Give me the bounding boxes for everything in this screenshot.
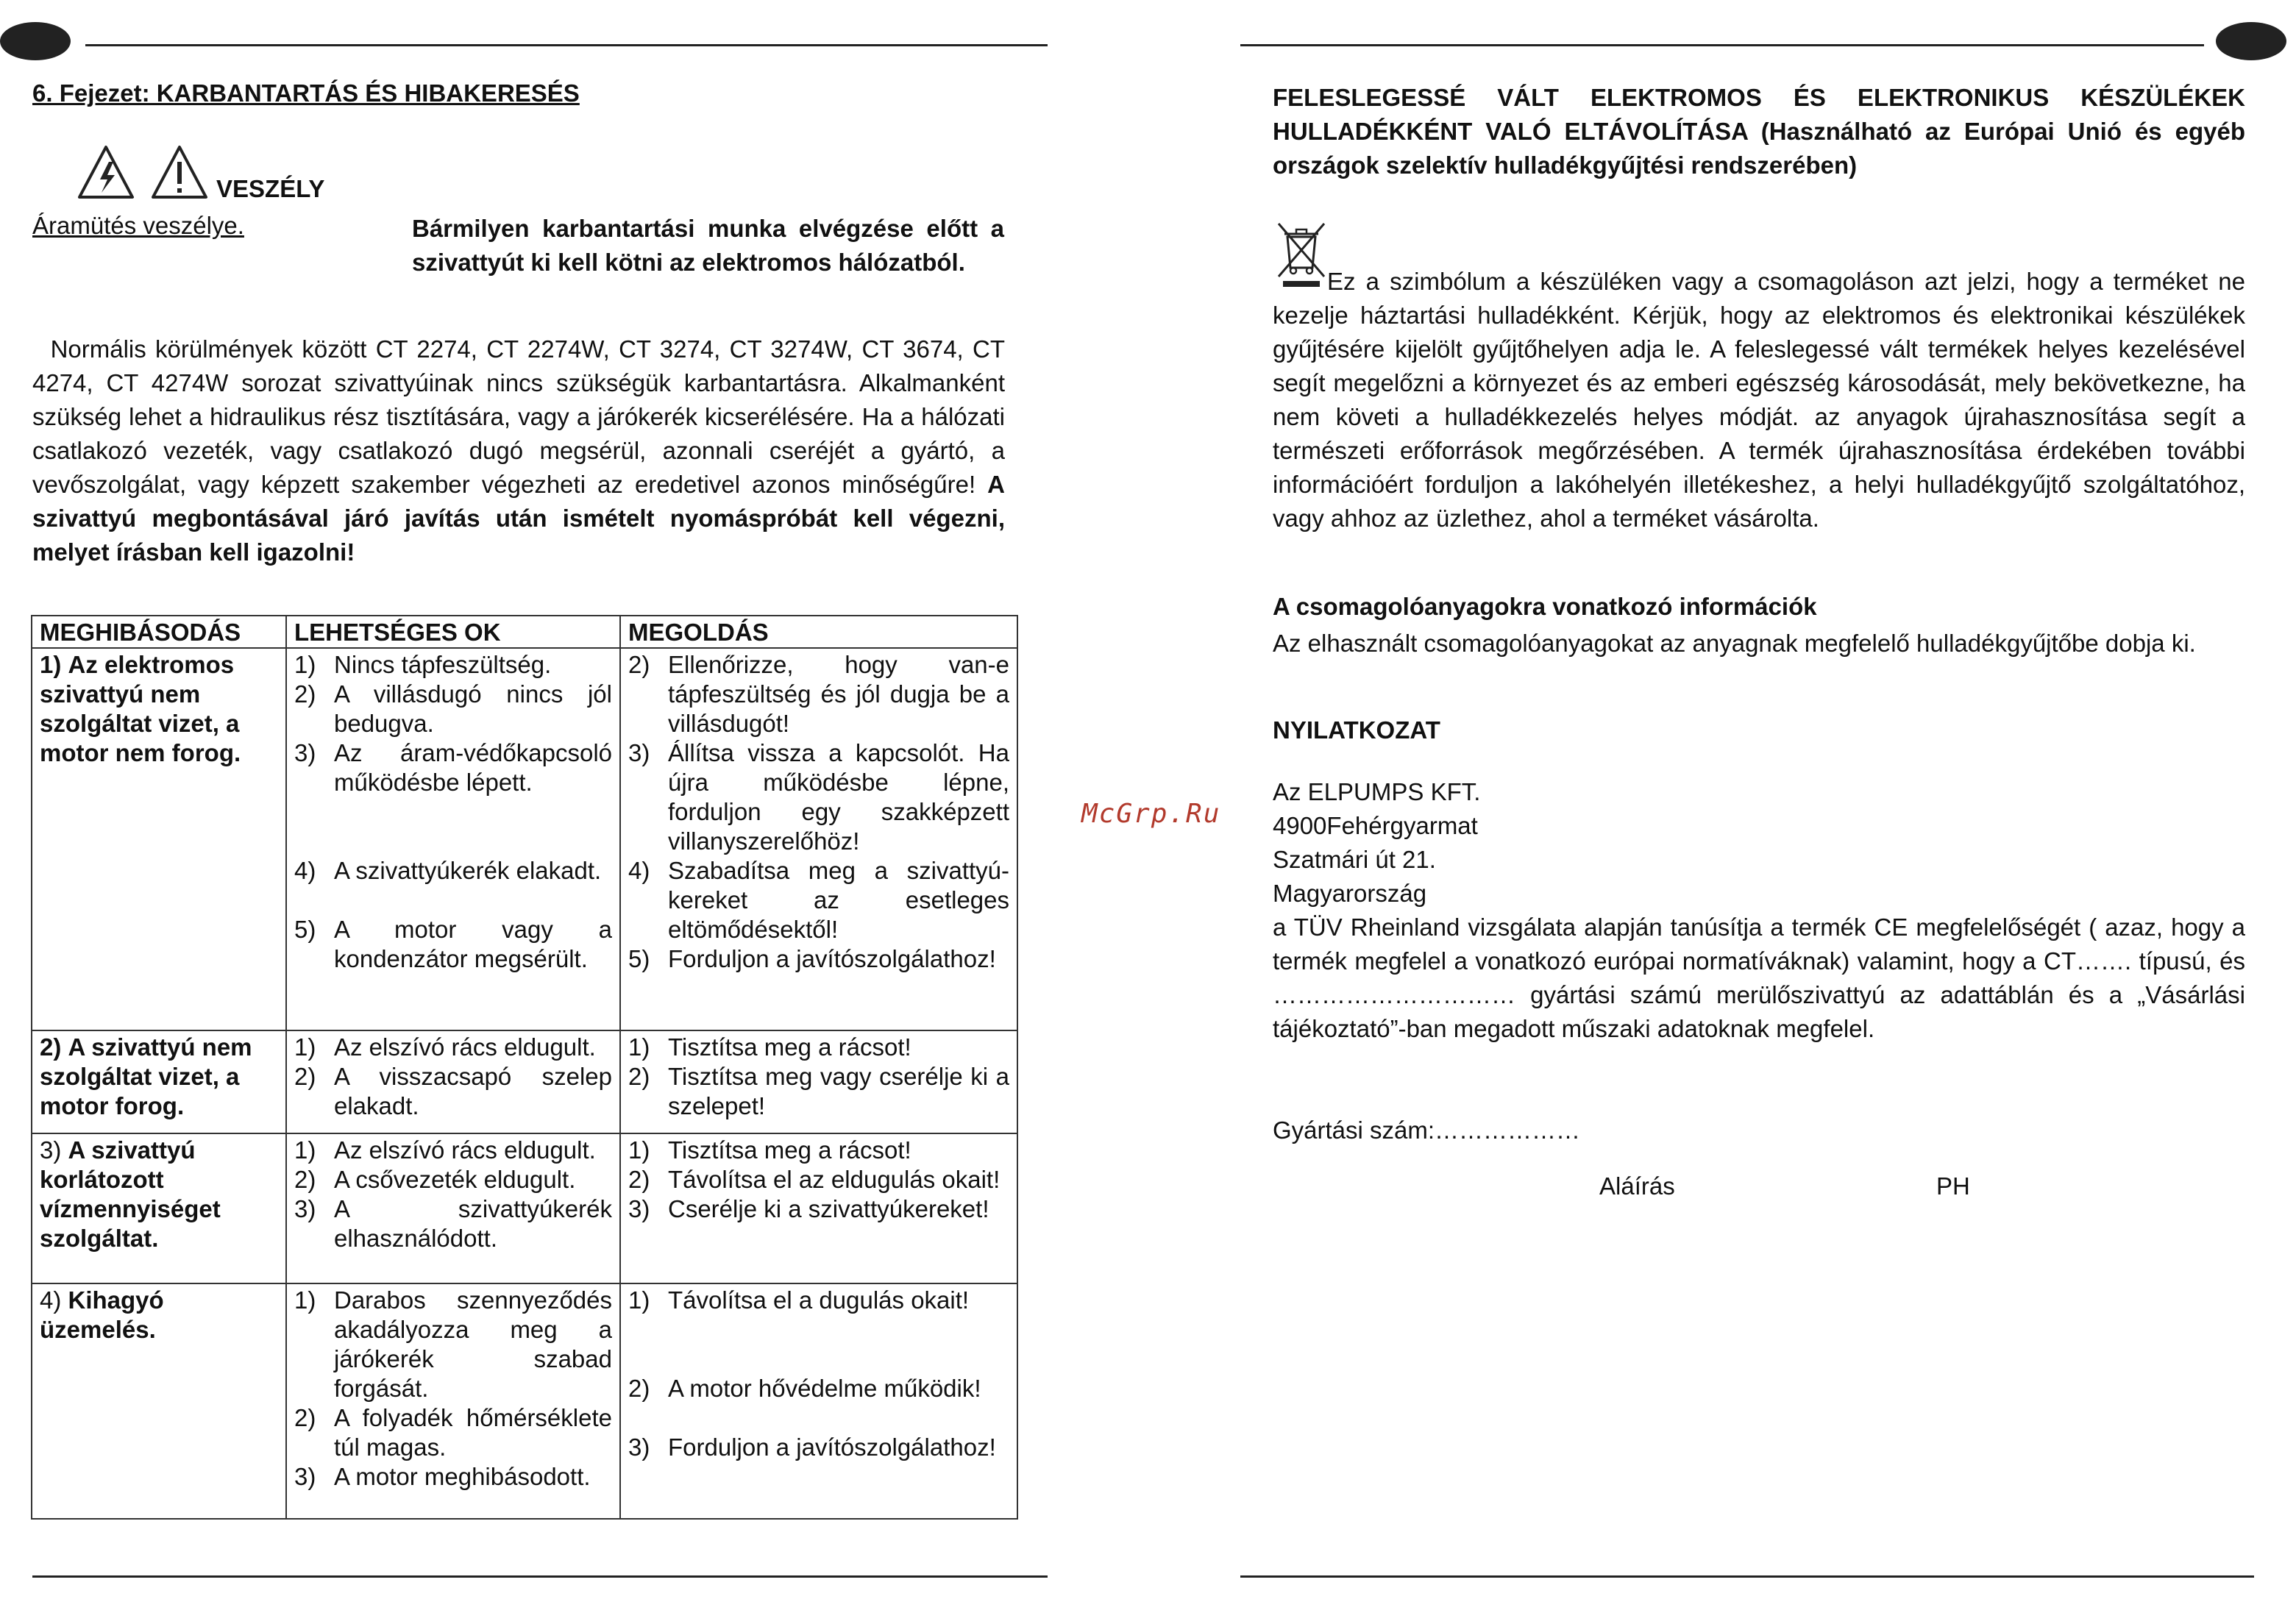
bottom-rule-right xyxy=(1240,1575,2254,1578)
solution-cell xyxy=(620,1283,1017,1519)
list-text: Tisztítsa meg a rácsot! xyxy=(668,1136,911,1164)
list-text: Ellenőrizze, hogy van-e tápfeszültség és jól dugja be a villásdugót! xyxy=(668,651,1009,737)
fault-text: Kihagyó üzemelés. xyxy=(40,1286,164,1343)
list-item xyxy=(294,1403,612,1462)
bottom-rule-left xyxy=(32,1575,1048,1578)
list-item xyxy=(294,738,612,797)
list-item xyxy=(294,1033,612,1062)
list-number: 2) xyxy=(294,1166,316,1193)
fault-text: A szivattyú korlátozott vízmennyiséget szolgáltat. xyxy=(40,1136,221,1252)
list-number: 3) xyxy=(628,1434,650,1461)
warning-icon xyxy=(153,147,206,197)
list-item xyxy=(628,1194,1009,1224)
list-text: A visszacsapó szelep elakadt. xyxy=(334,1063,612,1119)
hazard-icons xyxy=(77,144,209,203)
list-text: A csővezeték eldugult. xyxy=(334,1166,576,1193)
list-text: Állítsa vissza a kapcsolót. Ha újra működésbe lépne, forduljon egy szakképzett villanyszerelőhöz! xyxy=(668,739,1009,855)
serial-number-line: Gyártási szám:……………… xyxy=(1273,1116,1581,1144)
list-item xyxy=(294,856,612,886)
list-number: 2) xyxy=(294,680,316,708)
list-item xyxy=(294,1136,612,1165)
list-item xyxy=(628,1136,1009,1165)
list-text: Az elszívó rács eldugult. xyxy=(334,1033,596,1061)
list-text: A szivattyúkerék elakadt. xyxy=(334,857,602,884)
list-item xyxy=(294,1062,612,1121)
list-text: Tisztítsa meg vagy cserélje ki a szelepet! xyxy=(668,1063,1009,1119)
list-number: 3) xyxy=(294,1463,316,1490)
list-item xyxy=(628,1033,1009,1062)
shock-hazard-label: Áramütés veszélye. xyxy=(32,212,244,239)
list-number: 2) xyxy=(294,1404,316,1431)
list-number: 5) xyxy=(294,916,316,943)
list-text: A motor vagy a kondenzátor megsérült. xyxy=(334,916,612,972)
list-number: 1) xyxy=(628,1286,650,1314)
stamp-label: PH xyxy=(1936,1172,1970,1200)
cause-cell xyxy=(286,648,620,1030)
fault-number: 4) xyxy=(40,1286,62,1314)
company-line: Magyarország xyxy=(1273,880,1427,907)
fault-cell xyxy=(32,648,286,1030)
declaration-heading: NYILATKOZAT xyxy=(1273,716,1440,744)
packaging-heading: A csomagolóanyagokra vonatkozó információk xyxy=(1273,593,1817,620)
top-rule-left xyxy=(85,44,1048,46)
list-number: 1) xyxy=(628,1033,650,1061)
intro-text: Normális körülmények között CT 2274, CT 2274W, CT 3274, CT 3274W, CT 3674, CT 4274, CT 4274W sorozat szivattyúinak nincs szükségük karbantartásra. Alkalmanként szükség lehet a hidraulikus rész tisztítására, vagy a járókerék kicserélésére. Ha a hálózati csatlakozó vezeték, vagy csatlakozó dugó megsérül, azonnali cseréjét a gyártó, a vevőszolgálat, vagy képzett szakember végezheti az eredetivel azonos minőségűre! xyxy=(32,335,1005,498)
list-text: Cserélje ki a szivattyúkereket! xyxy=(668,1195,989,1222)
list-item xyxy=(628,1062,1009,1121)
list-item xyxy=(628,1286,1009,1315)
list-number: 2) xyxy=(294,1063,316,1090)
table-row xyxy=(32,648,1017,1030)
list-number: 5) xyxy=(628,945,650,972)
list-number: 2) xyxy=(628,1166,650,1193)
list-item xyxy=(294,915,612,974)
table-row xyxy=(32,1030,1017,1133)
list-text: A folyadék hőmérséklete túl magas. xyxy=(334,1404,612,1461)
fault-cell xyxy=(32,1283,286,1519)
list-number: 2) xyxy=(628,1063,650,1090)
electric-hazard-icon xyxy=(79,147,132,197)
weee-title xyxy=(1273,81,2245,182)
company-line: 4900Fehérgyarmat xyxy=(1273,812,1478,839)
signature-label: Aláírás xyxy=(1599,1172,1675,1200)
list-number: 3) xyxy=(294,739,316,766)
header-solution: MEGOLDÁS xyxy=(620,616,1017,648)
list-item xyxy=(628,1165,1009,1194)
list-number: 1) xyxy=(628,1136,650,1164)
fault-text: Az elektromos szivattyú nem szolgáltat vizet, a motor nem forog. xyxy=(40,651,241,766)
list-text: A motor hővédelme működik! xyxy=(668,1375,981,1402)
list-item xyxy=(294,680,612,738)
list-number: 1) xyxy=(294,1033,316,1061)
list-number: 3) xyxy=(294,1195,316,1222)
weee-paragraph: Ez a szimbólum a készüléken vagy a csomagoláson azt jelzi, hogy a terméket ne kezelje háztartási hulladékként. Kérjük, hogy az elektromos és elektronikai készülékek gyűjtésére kijelölt gyűjtőhelyen adja le. A feleslegessé vált termékek helyes kezelésével segít megelőzni a környezet és az emberi egészség károsodását, mely bekövetkezne, ha nem követi a hulladékkezelés helyes módját. az anyagok újrahasznosítása segít a természeti erőforrások megőrzésében. A termék újrahasznosítása érdekében további információért forduljon a lakóhelyén illetékeshez, a helyi hulladékgyűjtő szolgáltatóhoz, vagy ahhoz az üzlethez, ahol a terméket vásárolta. xyxy=(1273,268,2245,532)
table-row xyxy=(32,1283,1017,1519)
fault-number: 1) xyxy=(40,651,62,678)
list-item xyxy=(628,944,1009,974)
weee-title-note: (Használható az Európai Unió és egyéb országok szelektív hulladékgyűjtési rendszerében) xyxy=(1273,118,2245,179)
fault-number: 2) xyxy=(40,1033,62,1061)
packaging-text: Az elhasznált csomagolóanyagokat az anyagnak megfelelő hulladékgyűjtőbe dobja ki. xyxy=(1273,630,2196,657)
list-item xyxy=(294,1462,612,1492)
fault-number: 3) xyxy=(40,1136,62,1164)
intro-bold-text: A szivattyú megbontásával járó javítás után ismételt nyomáspróbát kell végezni, melyet írásban kell igazolni! xyxy=(32,471,1005,566)
list-number: 1) xyxy=(294,1136,316,1164)
cause-cell xyxy=(286,1030,620,1133)
list-number: 4) xyxy=(294,857,316,884)
list-item xyxy=(628,1374,1009,1403)
solution-cell xyxy=(620,1030,1017,1133)
disconnect-warning: Bármilyen karbantartási munka elvégzése előtt a szivattyút ki kell kötni az elektromos hálózatból. xyxy=(412,215,1004,276)
header-fault: MEGHIBÁSODÁS xyxy=(32,616,286,648)
list-number: 1) xyxy=(294,651,316,678)
troubleshooting-table xyxy=(31,615,1018,1520)
list-number: 2) xyxy=(628,651,650,678)
list-text: Nincs tápfeszültség. xyxy=(334,651,552,678)
list-number: 1) xyxy=(294,1286,316,1314)
fault-cell xyxy=(32,1030,286,1133)
list-text: Darabos szennyeződés akadályozza meg a járókerék szabad forgását. xyxy=(334,1286,612,1402)
maintenance-intro xyxy=(32,332,1005,569)
list-item xyxy=(294,1165,612,1194)
weee-title-main: FELESLEGESSÉ VÁLT ELEKTROMOS ÉS ELEKTRONIKUS KÉSZÜLÉKEK HULLADÉKKÉNT VALÓ ELTÁVOLÍTÁSA xyxy=(1273,84,2245,145)
list-text: Forduljon a javítószolgálathoz! xyxy=(668,1434,996,1461)
list-text: A szivattyúkerék elhasználódott. xyxy=(334,1195,612,1252)
company-line: Szatmári út 21. xyxy=(1273,846,1436,873)
page-corner-marker-right xyxy=(2216,22,2286,60)
cause-cell xyxy=(286,1283,620,1519)
declaration-text: a TÜV Rheinland vizsgálata alapján tanúsítja a termék CE megfelelőségét ( azaz, hogy a termék megfelel a vonatkozó európai normatíváknak) valamint, hogy a CT……. típusú, és ………………………… gyártási számú merülőszivattyú az adattáblán és a „Vásárlási tájékoztató”-ban megadott műszaki adatoknak megfelel. xyxy=(1273,914,2245,1042)
list-item xyxy=(628,1433,1009,1462)
list-number: 4) xyxy=(628,857,650,884)
list-text: Távolítsa el a dugulás okait! xyxy=(668,1286,970,1314)
list-text: Tisztítsa meg a rácsot! xyxy=(668,1033,911,1061)
top-rule-right xyxy=(1240,44,2204,46)
solution-cell xyxy=(620,648,1017,1030)
list-item xyxy=(294,650,612,680)
list-text: Az áram-védőkapcsoló működésbe lépett. xyxy=(334,739,612,796)
table-header-row xyxy=(32,616,1017,648)
list-text: A motor meghibásodott. xyxy=(334,1463,591,1490)
cause-cell xyxy=(286,1133,620,1283)
list-item xyxy=(294,1194,612,1253)
list-number: 3) xyxy=(628,1195,650,1222)
list-number: 2) xyxy=(628,1375,650,1402)
fault-cell xyxy=(32,1133,286,1283)
list-item xyxy=(628,856,1009,944)
header-cause: LEHETSÉGES OK xyxy=(286,616,620,648)
fault-text: A szivattyú nem szolgáltat vizet, a motor forog. xyxy=(40,1033,252,1119)
page-corner-marker-left xyxy=(0,22,71,60)
danger-label: VESZÉLY xyxy=(216,175,325,202)
list-item xyxy=(628,650,1009,738)
company-line: Az ELPUMPS KFT. xyxy=(1273,778,1481,805)
list-text: Szabadítsa meg a szivattyú-kereket az esetleges eltömődésektől! xyxy=(668,857,1009,943)
list-item xyxy=(628,738,1009,856)
list-text: A villásdugó nincs jól bedugva. xyxy=(334,680,612,737)
chapter-title: 6. Fejezet: KARBANTARTÁS ÉS HIBAKERESÉS xyxy=(32,79,580,107)
solution-cell xyxy=(620,1133,1017,1283)
table-row xyxy=(32,1133,1017,1283)
list-text: Távolítsa el az eldugulás okait! xyxy=(668,1166,1000,1193)
watermark: McGrp.Ru xyxy=(1081,799,1221,829)
list-number: 3) xyxy=(628,739,650,766)
declaration-block xyxy=(1273,775,2245,1046)
list-text: Az elszívó rács eldugult. xyxy=(334,1136,596,1164)
list-item xyxy=(294,1286,612,1403)
list-text: Forduljon a javítószolgálathoz! xyxy=(668,945,996,972)
